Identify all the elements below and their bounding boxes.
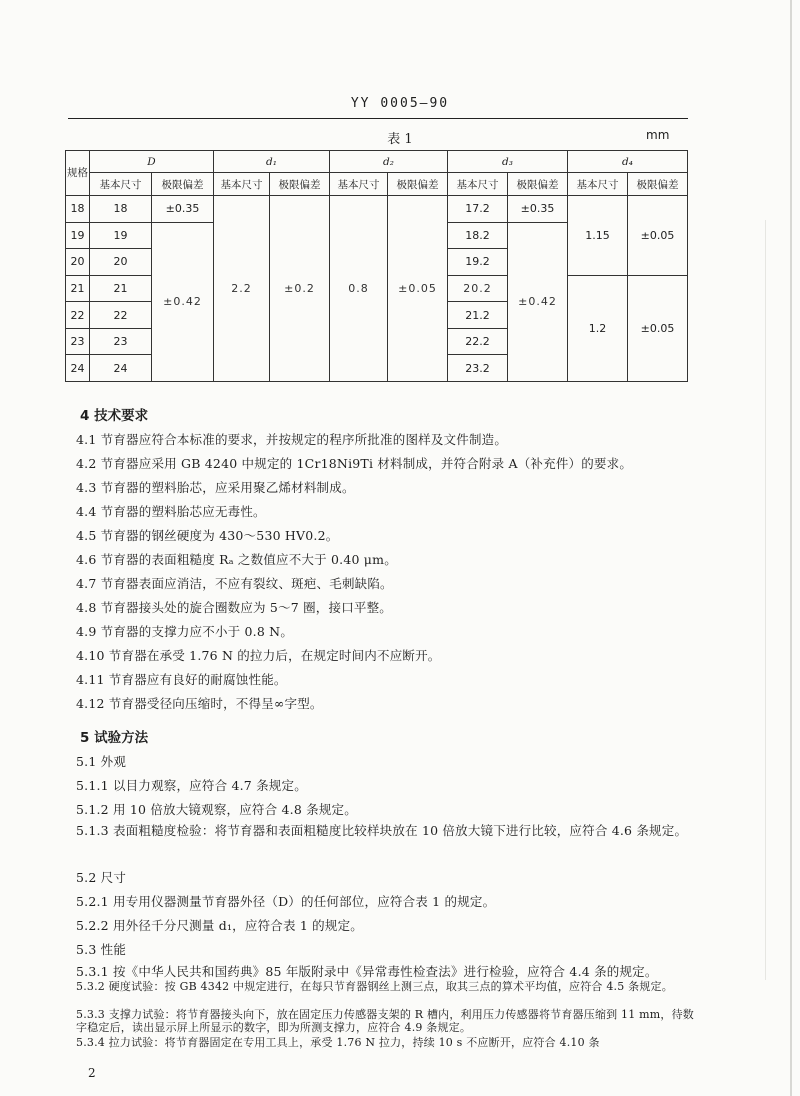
clause-5-1-3: 5.1.3 表面粗糙度检验：将节育器和表面粗糙度比较样块放在 10 倍放大镜下进行比较，应符合 4.6 条规定。: [76, 823, 688, 838]
cell-spec: 24: [66, 355, 90, 382]
clause-5-3-3: 5.3.3 支撑力试验：将节育器接头向下，放在固定压力传感器支架的 R 槽内，利用压力传感器将节育器压缩到 11 mm，待数字稳定后，读出显示屏上所显示的数字，即为所测支撑力，应符合 4.9 条规定。: [76, 1008, 695, 1034]
header-d3: d₃: [448, 151, 568, 173]
cell-d3: 23.2: [448, 355, 508, 382]
clause-5-3-4: 5.3.4 拉力试验：将节育器固定在专用工具上，承受 1.76 N 拉力，持续 10 s 不应断开，应符合 4.10 条: [76, 1036, 600, 1049]
cell-D: 18: [90, 195, 152, 222]
header-D: D: [90, 151, 214, 173]
clause-4-12: 4.12 节育器受径向压缩时，不得呈∞字型。: [76, 696, 323, 711]
cell-d1-tol: ±0.2: [270, 195, 330, 381]
clause-4-9: 4.9 节育器的支撑力应不小于 0.8 N。: [76, 624, 294, 639]
header-basic: 基本尺寸: [330, 173, 388, 195]
document-code: YY 0005—90: [350, 96, 450, 111]
header-tol: 极限偏差: [508, 173, 568, 195]
cell-D: 20: [90, 249, 152, 276]
table-row: [66, 195, 688, 222]
cell-d3: 22.2: [448, 328, 508, 355]
clause-5-2: 5.2 尺寸: [76, 870, 127, 885]
cell-d3: 19.2: [448, 249, 508, 276]
cell-d3-tol: ±0.42: [508, 222, 568, 381]
clause-5-3: 5.3 性能: [76, 942, 127, 957]
clause-5-3-2: 5.3.2 硬度试验：按 GB 4342 中规定进行，在每只节育器钢丝上测三点，取其三点的算术平均值，应符合 4.5 条规定。: [76, 980, 673, 993]
cell-D: 19: [90, 222, 152, 249]
cell-d1-basic: 2.2: [214, 195, 270, 381]
cell-d4-tol: ±0.05: [628, 195, 688, 275]
clause-4-4: 4.4 节育器的塑料胎芯应无毒性。: [76, 504, 266, 519]
cell-d2-basic: 0.8: [330, 195, 388, 381]
header-d4: d₄: [568, 151, 688, 173]
clause-4-10: 4.10 节育器在承受 1.76 N 的拉力后，在规定时间内不应断开。: [76, 648, 441, 663]
cell-spec: 18: [66, 195, 90, 222]
header-tol: 极限偏差: [628, 173, 688, 195]
cell-D: 23: [90, 328, 152, 355]
clause-5-1-2: 5.1.2 用 10 倍放大镜观察，应符合 4.8 条规定。: [76, 802, 357, 817]
cell-D: 22: [90, 302, 152, 329]
header-tol: 极限偏差: [152, 173, 214, 195]
cell-d3: 20.2: [448, 275, 508, 302]
cell-D: 24: [90, 355, 152, 382]
clause-4-11: 4.11 节育器应有良好的耐腐蚀性能。: [76, 672, 287, 687]
cell-d3: 21.2: [448, 302, 508, 329]
cell-D-tol: ±0.35: [152, 195, 214, 222]
clause-5-1: 5.1 外观: [76, 754, 127, 769]
scan-edge: [790, 0, 792, 1096]
clause-4-6: 4.6 节育器的表面粗糙度 Rₐ 之数值应不大于 0.40 μm。: [76, 552, 397, 567]
section-4-title: 4 技术要求: [80, 408, 149, 424]
header-basic: 基本尺寸: [90, 173, 152, 195]
header-tol: 极限偏差: [388, 173, 448, 195]
header-d2: d₂: [330, 151, 448, 173]
cell-d4-basic: 1.15: [568, 195, 628, 275]
clause-4-7: 4.7 节育器表面应消洁，不应有裂纹、斑疤、毛刺缺陷。: [76, 576, 393, 591]
cell-d2-tol: ±0.05: [388, 195, 448, 381]
header-d1: d₁: [214, 151, 330, 173]
cell-D: 21: [90, 275, 152, 302]
cell-d3: 18.2: [448, 222, 508, 249]
cell-d4-basic: 1.2: [568, 275, 628, 381]
header-basic: 基本尺寸: [448, 173, 508, 195]
clause-4-5: 4.5 节育器的钢丝硬度为 430～530 HV0.2。: [76, 528, 339, 543]
clause-4-1: 4.1 节育器应符合本标准的要求，并按规定的程序所批准的图样及文件制造。: [76, 432, 508, 447]
header-rule: [68, 118, 688, 119]
cell-d3-tol: ±0.35: [508, 195, 568, 222]
cell-spec: 20: [66, 249, 90, 276]
cell-spec: 21: [66, 275, 90, 302]
clause-4-8: 4.8 节育器接头处的旋合圈数应为 5～7 圈，接口平整。: [76, 600, 393, 615]
cell-spec: 19: [66, 222, 90, 249]
spec-table: [65, 150, 688, 382]
cell-D-tol: ±0.42: [152, 222, 214, 381]
scan-edge-faint: [765, 220, 766, 980]
clause-4-3: 4.3 节育器的塑料胎芯，应采用聚乙烯材料制成。: [76, 480, 355, 495]
table-title: 表 1: [387, 132, 413, 147]
header-basic: 基本尺寸: [568, 173, 628, 195]
page-number: 2: [88, 1066, 96, 1080]
table-unit: mm: [646, 128, 670, 142]
section-5-title: 5 试验方法: [80, 730, 149, 746]
clause-5-2-2: 5.2.2 用外径千分尺测量 d₁，应符合表 1 的规定。: [76, 918, 363, 933]
cell-spec: 23: [66, 328, 90, 355]
cell-spec: 22: [66, 302, 90, 329]
header-basic: 基本尺寸: [214, 173, 270, 195]
cell-d4-tol: ±0.05: [628, 275, 688, 381]
clause-5-3-1: 5.3.1 按《中华人民共和国药典》85 年版附录中《异常毒性检查法》进行检验，应符合 4.4 条的规定。: [76, 964, 658, 979]
header-spec: 规格: [66, 151, 90, 196]
header-tol: 极限偏差: [270, 173, 330, 195]
cell-d3: 17.2: [448, 195, 508, 222]
clause-4-2: 4.2 节育器应采用 GB 4240 中规定的 1Cr18Ni9Ti 材料制成，并符合附录 A（补充件）的要求。: [76, 456, 633, 471]
clause-5-1-1: 5.1.1 以目力观察，应符合 4.7 条规定。: [76, 778, 307, 793]
clause-5-2-1: 5.2.1 用专用仪器测量节育器外径（D）的任何部位，应符合表 1 的规定。: [76, 894, 496, 909]
